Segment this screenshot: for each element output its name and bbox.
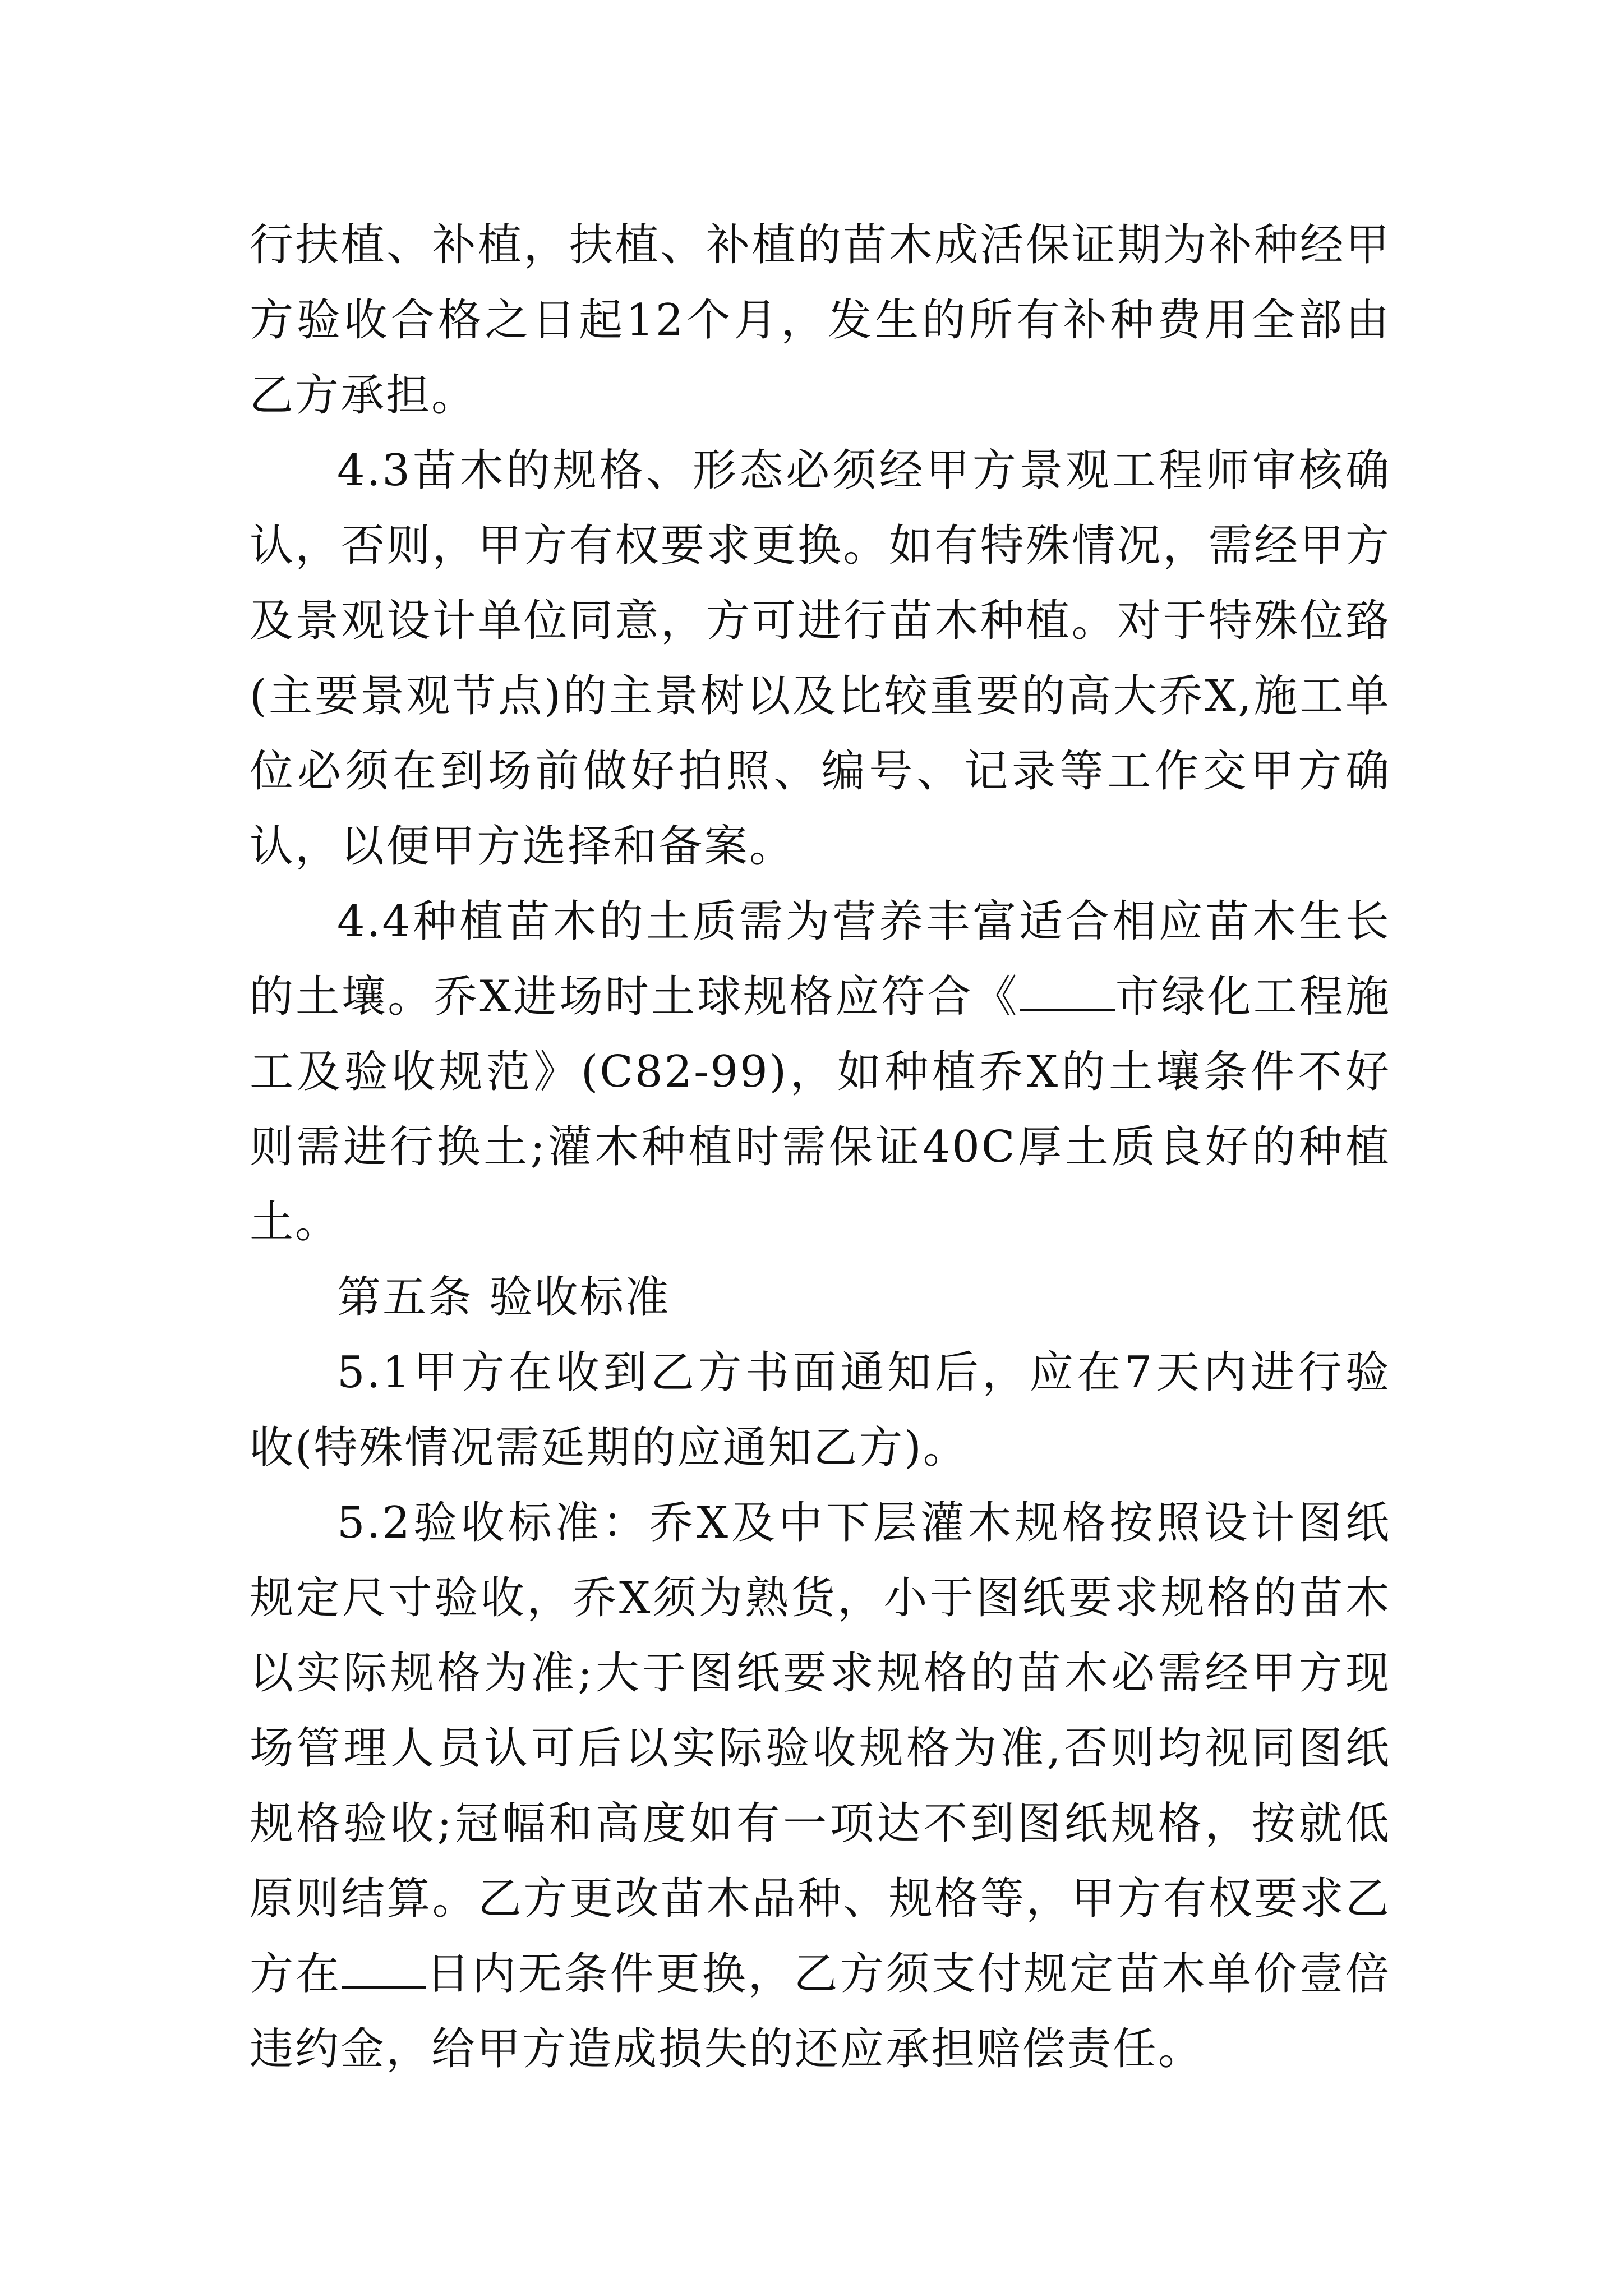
paragraph-5-2-part-a: 5.2验收标准：乔X及中下层灌木规格按照设计图纸规定尺寸验收，乔X须为熟货，小于图纸要求规格的苗木以实际规格为准;大于图纸要求规格的苗木必需经甲方现场管理人员认可后以实际验收规格为准,否则均视同图纸规格验收;冠幅和高度如有一项达不到图纸规格，按就低原则结算。乙方更改苗木品种、规格等，甲方有权要求乙方在	[250, 1498, 1391, 1999]
section-heading-5: 第五条 验收标准	[337, 1272, 671, 1323]
paragraph-4-4-part-a: 4.4种植苗木的土质需为营养丰富适合相应苗木生长的土壤。乔X进场时土球规格应符合《	[250, 896, 1391, 1022]
blank-city-name	[1020, 970, 1115, 1011]
document-page	[250, 208, 1391, 2087]
paragraph-5-2	[250, 1485, 1391, 2087]
paragraph-4-4-part-b: 市绿化工程施工及验收规范》(C82-99)，如种植乔X的土壤条件不好则需进行换土;灌木种植时需保证40C厚土质良好的种植土。	[250, 972, 1391, 1248]
paragraph-4-3: 4.3苗木的规格、形态必须经甲方景观工程师审核确认，否则，甲方有权要求更换。如有特殊情况，需经甲方及景观设计单位同意，方可进行苗木种植。对于特殊位臵(主要景观节点)的主景树以及比较重要的高大乔X,施工单位必须在到场前做好拍照、编号、记录等工作交甲方确认，以便甲方选择和备案。	[250, 445, 1391, 872]
paragraph-4-4	[250, 884, 1391, 1260]
paragraph-5-1: 5.1甲方在收到乙方书面通知后，应在7天内进行验收(特殊情况需延期的应通知乙方)。	[250, 1347, 1391, 1473]
paragraph-5-2-part-b: 日内无条件更换，乙方须支付规定苗木单价壹倍违约金，给甲方造成损失的还应承担赔偿责任。	[250, 1949, 1391, 2074]
paragraph-continuation: 行扶植、补植，扶植、补植的苗木成活保证期为补种经甲方验收合格之日起12个月，发生的所有补种费用全部由乙方承担。	[250, 220, 1391, 421]
blank-days	[342, 1947, 426, 1989]
